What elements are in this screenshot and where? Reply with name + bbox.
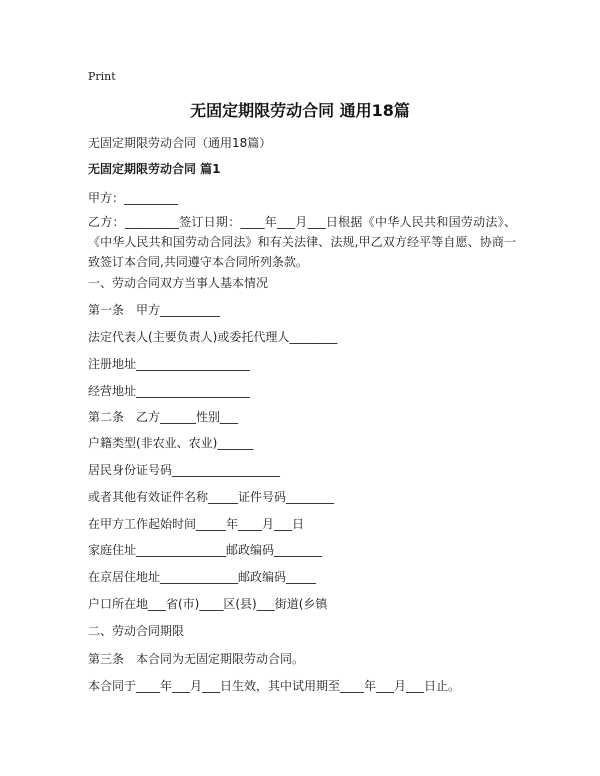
section-heading: 无固定期限劳动合同 篇1 [88,162,221,176]
id-number-line: 居民身份证号码__________________ [88,463,281,477]
document-subtitle: 无固定期限劳动合同（通用18篇） [88,136,272,150]
work-start-line: 在甲方工作起始时间_____年____月___日 [88,517,305,531]
chapter-2-heading: 二、劳动合同期限 [88,624,185,638]
other-id-line: 或者其他有效证件名称_____证件号码________ [88,490,335,504]
document-title: 无固定期限劳动合同 通用18篇 [190,101,410,120]
home-address-line: 家庭住址_______________邮政编码________ [88,543,323,557]
registered-address-line: 注册地址___________________ [88,357,251,371]
print-label: Print [88,70,116,83]
business-address-line: 经营地址___________________ [88,384,251,398]
effective-date-line: 本合同于____年___月___日生效，其中试用期至____年___月___日止。 [88,679,461,693]
hukou-line: 户口所在地___省(市)____区(县)___街道(乡镇 [88,597,328,611]
article-3: 第三条 本合同为无固定期限劳动合同。 [88,652,305,666]
chapter-1-heading: 一、劳动合同双方当事人基本情况 [88,276,269,290]
beijing-address-line: 在京居住地址_____________邮政编码_____ [88,570,317,584]
party-b-paragraph: 乙方：_________签订日期：____年___月___日根据《中华人民共和国劳动法》、《中华人民共和国劳动合同法》和有关法律、法规,甲乙双方经平等自愿、协商一致签订本合同,共同遵守本合同所列条款。 [88,215,516,269]
party-a-line: 甲方：_________ [88,191,179,205]
legal-representative-line: 法定代表人(主要负责人)或委托代理人________ [88,330,338,344]
household-type-line: 户籍类型(非农业、农业)______ [88,436,254,450]
article-1: 第一条 甲方__________ [88,303,221,317]
article-2: 第二条 乙方______性别___ [88,410,239,424]
